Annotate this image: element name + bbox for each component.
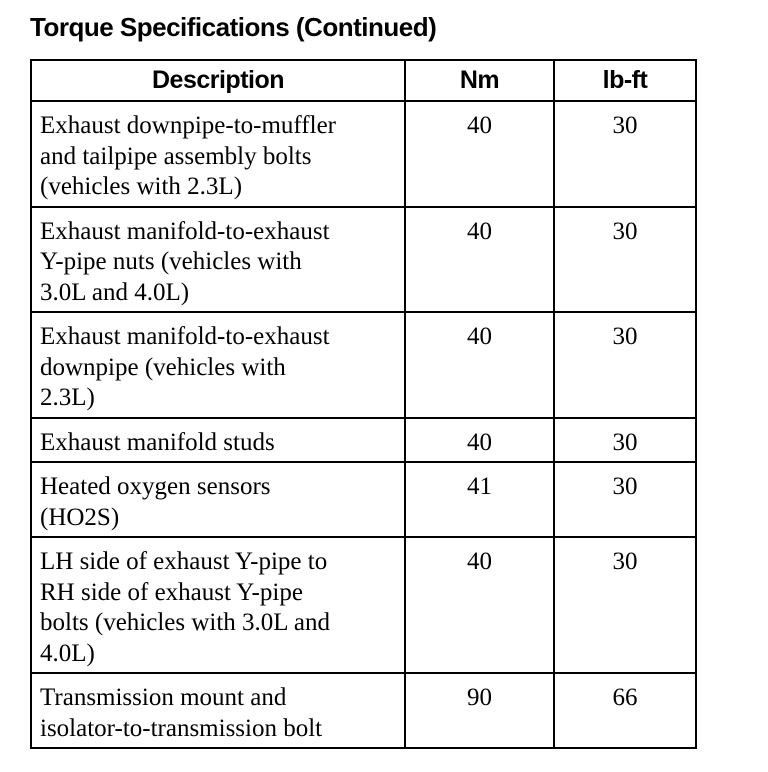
table-row bbox=[31, 537, 696, 673]
table-row bbox=[31, 462, 696, 537]
nm-cell: 41 bbox=[405, 462, 554, 537]
table-row bbox=[31, 207, 696, 313]
lbft-cell: 30 bbox=[554, 462, 696, 537]
description-cell: Exhaust downpipe-to-muffler and tailpipe assembly bolts (vehicles with 2.3L) bbox=[31, 101, 405, 207]
table-row bbox=[31, 312, 696, 418]
description-cell: Heated oxygen sensors (HO2S) bbox=[31, 462, 405, 537]
description-cell: Exhaust manifold-to-exhaust Y-pipe nuts (vehicles with 3.0L and 4.0L) bbox=[31, 207, 405, 313]
page-title: Torque Specifications (Continued) bbox=[30, 12, 437, 42]
column-header-nm: Nm bbox=[405, 60, 554, 101]
column-header-lbft: lb-ft bbox=[554, 60, 696, 101]
nm-cell: 40 bbox=[405, 101, 554, 207]
column-header-description: Description bbox=[31, 60, 405, 101]
torque-spec-table bbox=[30, 59, 697, 749]
description-cell: Transmission mount and isolator-to-transmission bolt bbox=[31, 673, 405, 748]
description-cell: Exhaust manifold studs bbox=[31, 418, 405, 463]
description-cell: LH side of exhaust Y-pipe to RH side of exhaust Y-pipe bolts (vehicles with 3.0L and 4.0L) bbox=[31, 537, 405, 673]
table-row bbox=[31, 673, 696, 748]
table-row bbox=[31, 101, 696, 207]
lbft-cell: 66 bbox=[554, 673, 696, 748]
nm-cell: 90 bbox=[405, 673, 554, 748]
lbft-cell: 30 bbox=[554, 537, 696, 673]
lbft-cell: 30 bbox=[554, 418, 696, 463]
description-cell: Exhaust manifold-to-exhaust downpipe (vehicles with 2.3L) bbox=[31, 312, 405, 418]
lbft-cell: 30 bbox=[554, 312, 696, 418]
nm-cell: 40 bbox=[405, 207, 554, 313]
nm-cell: 40 bbox=[405, 418, 554, 463]
lbft-cell: 30 bbox=[554, 207, 696, 313]
nm-cell: 40 bbox=[405, 537, 554, 673]
table-row bbox=[31, 418, 696, 463]
lbft-cell: 30 bbox=[554, 101, 696, 207]
table-header-row bbox=[31, 60, 696, 101]
nm-cell: 40 bbox=[405, 312, 554, 418]
